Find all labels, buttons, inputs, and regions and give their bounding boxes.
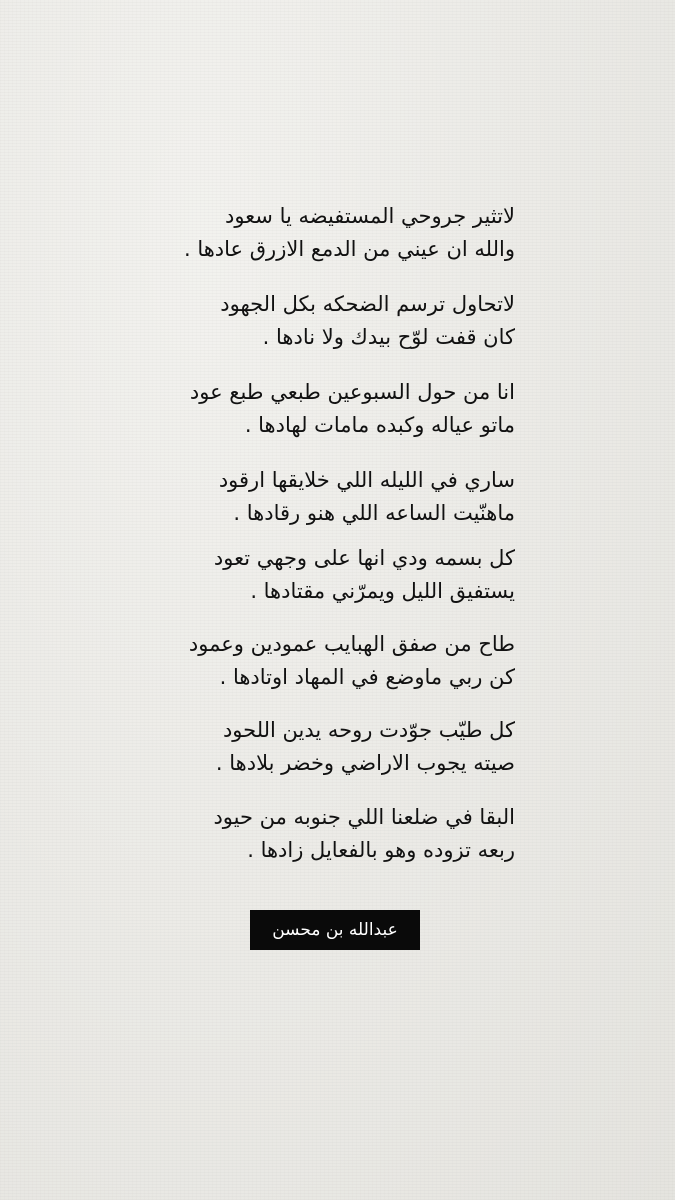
- poem-stanza-3: [135, 376, 515, 442]
- poem-stanza-1: [135, 200, 515, 266]
- poem-line: البقا في ضلعنا اللي جنوبه من حيود: [213, 805, 515, 829]
- poem-line: ماتو عياله وكبده مامات لهادها .: [244, 413, 515, 437]
- poem-line: طاح من صفق الهبايب عمودين وعمود: [188, 632, 515, 656]
- poem-line: يستفيق الليل ويمرّني مقتادها .: [250, 579, 515, 603]
- poem-stanza-8: [135, 801, 515, 867]
- author-signature-label: عبدالله بن محسن: [250, 910, 420, 950]
- poem-stanza-6: [135, 628, 515, 694]
- poem-line: كن ربي ماوضع في المهاد اوتادها .: [219, 665, 515, 689]
- poem-stanza-7: [135, 714, 515, 780]
- poem-line: لاتثير جروحي المستفيضه يا سعود: [224, 204, 515, 228]
- poem-line: والله ان عيني من الدمع الازرق عادها .: [183, 237, 515, 261]
- poem-line: كان قفت لوّح بيدك ولا نادها .: [262, 325, 515, 349]
- poem-line: انا من حول السبوعين طبعي طبع عود: [189, 380, 515, 404]
- poem-stanza-4: [135, 464, 515, 530]
- poem-line: صيته يجوب الاراضي وخضر بلادها .: [215, 751, 515, 775]
- poem-line: ربعه تزوده وهو بالفعايل زادها .: [247, 838, 515, 862]
- poem-line: كل بسمه ودي انها على وجهي تعود: [213, 546, 515, 570]
- poem-stanza-5: [135, 542, 515, 608]
- poem-line: ساري في الليله اللي خلايقها ارقود: [218, 468, 515, 492]
- poem-line: ماهنّيت الساعه اللي هنو رقادها .: [233, 501, 515, 525]
- poem-line: لاتحاول ترسم الضحكه بكل الجهود: [220, 292, 515, 316]
- poem-line: كل طيّب جوّدت روحه يدين اللحود: [222, 718, 515, 742]
- poem-stanza-2: [135, 288, 515, 354]
